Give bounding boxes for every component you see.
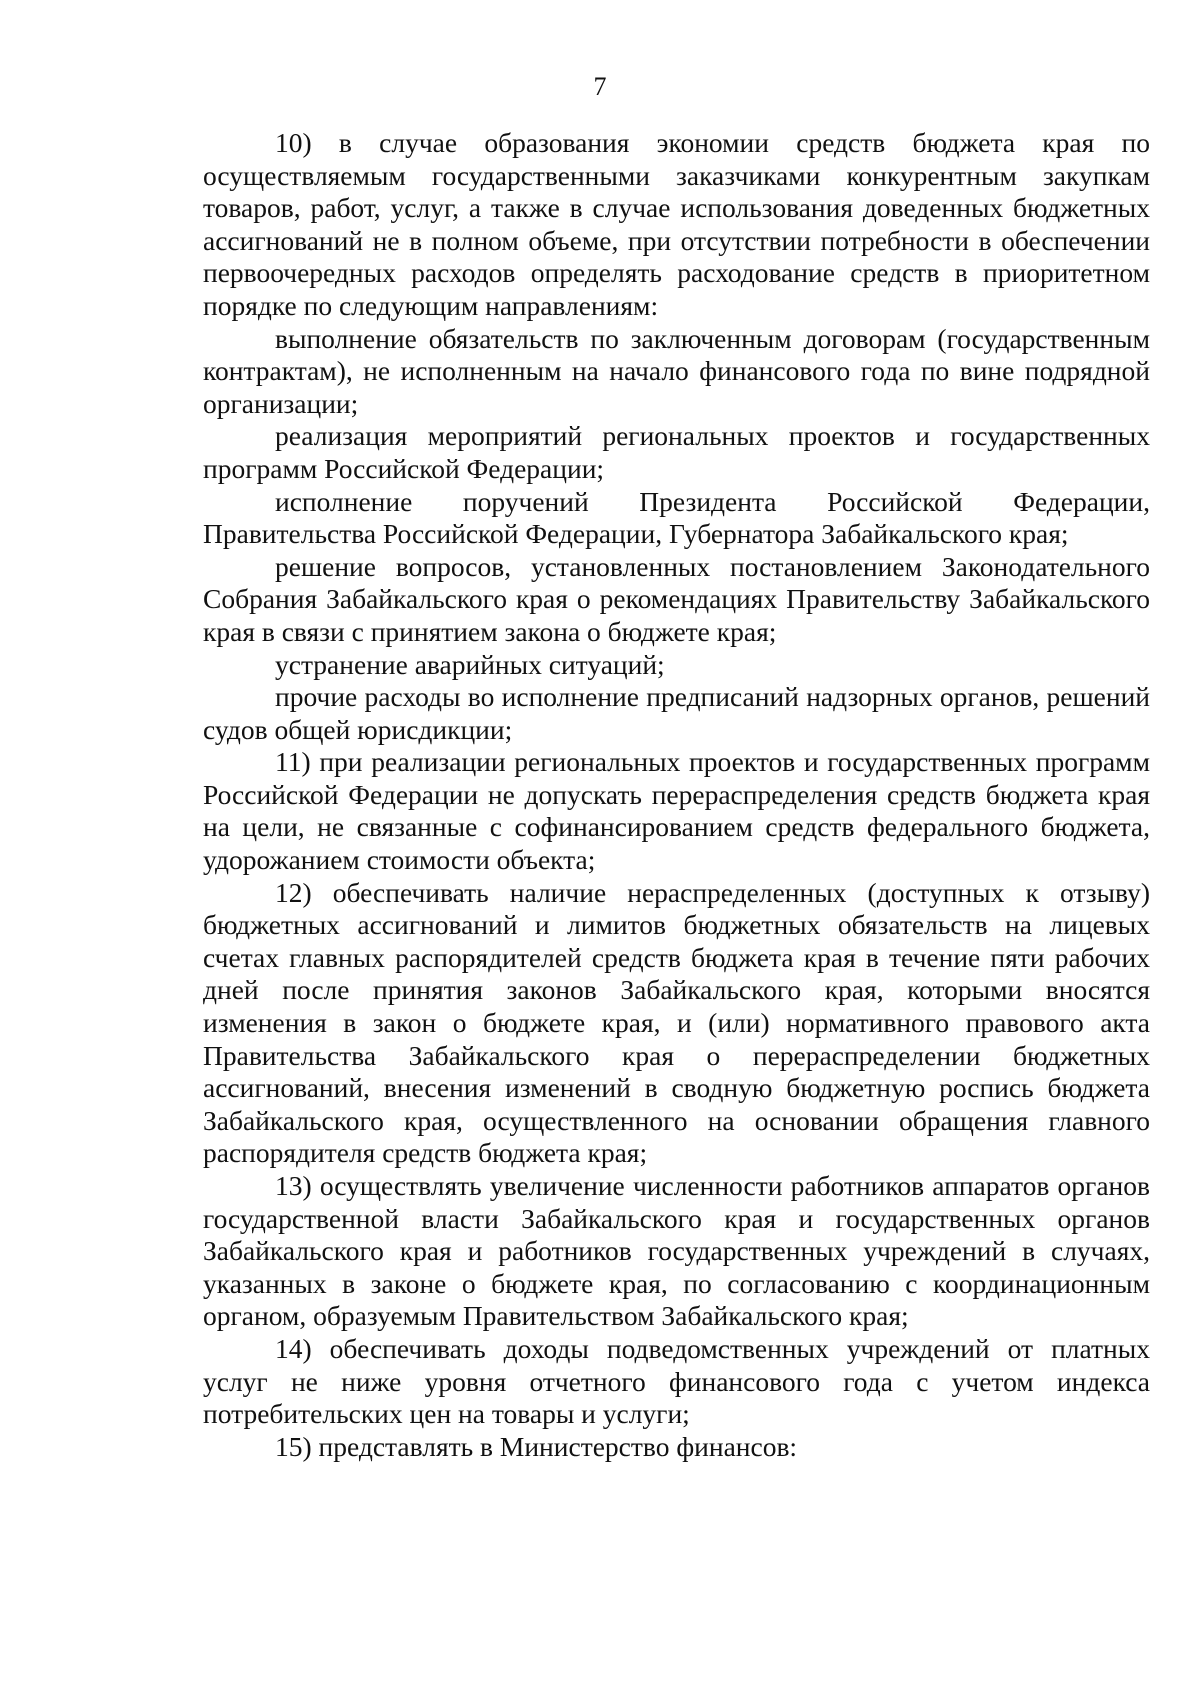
paragraph-direction-legislative-assembly: решение вопросов, установленных постановлением Законодательного Собрания Забайкальского края о рекомендациях Правительству Забайкальского края в связи с принятием закона о бюджете края; [203,550,1150,647]
paragraph-item-13: 13) осуществлять увеличение численности работников аппаратов органов государственной власти Забайкальского края и государственных органов Забайкальского края и работников государственных учреждений в случаях, указанных в законе о бюджете края, по согласованию с координационным органом, образуемым Правительством Забайкальского края; [203,1170,1150,1332]
paragraph-item-12: 12) обеспечивать наличие нераспределенных (доступных к отзыву) бюджетных ассигнований и лимитов бюджетных обязательств на лицевых счетах главных распорядителей средств бюджета края в течение пяти рабочих дней после принятия законов Забайкальского края, которыми вносятся изменения в закон о бюджете края, и (или) нормативного правового акта Правительства Забайкальского края о перераспределении бюджетных ассигнований, внесения изменений в сводную бюджетную роспись бюджета Забайкальского края, осуществленного на основании обращения главного распорядителя средств бюджета края; [203,876,1150,1169]
page-number: 7 [593,72,607,101]
paragraph-direction-contracts: выполнение обязательств по заключенным договорам (государственным контрактам), не исполненным на начало финансового года по вине подрядной организации; [203,322,1150,419]
paragraph-item-15: 15) представлять в Министерство финансов: [275,1430,798,1462]
document-body [203,127,1150,1463]
paragraph-direction-emergencies: устранение аварийных ситуаций; [275,648,665,680]
paragraph-direction-regional-projects: реализация мероприятий региональных проектов и государственных программ Российской Федерации; [203,420,1150,484]
paragraph-item-14: 14) обеспечивать доходы подведомственных учреждений от платных услуг не ниже уровня отчетного финансового года с учетом индекса потребительских цен на товары и услуги; [203,1332,1150,1430]
paragraph-direction-other-expenses: прочие расходы во исполнение предписаний надзорных органов, решений судов общей юрисдикции; [203,681,1150,745]
paragraph-item-11: 11) при реализации региональных проектов и государственных программ Российской Федерации не допускать перераспределения средств бюджета края на цели, не связанные с софинансированием средств федерального бюджета, удорожанием стоимости объекта; [203,746,1150,876]
paragraph-item-10: 10) в случае образования экономии средств бюджета края по осуществляемым государственными заказчиками конкурентным закупкам товаров, работ, услуг, а также в случае использования доведенных бюджетных ассигнований не в полном объеме, при отсутствии потребности в обеспечении первоочередных расходов определять расходование средств в приоритетном порядке по следующим направлениям: [203,127,1150,321]
paragraph-direction-instructions: исполнение поручений Президента Российской Федерации, Правительства Российской Федерации, Губернатора Забайкальского края; [203,485,1150,550]
